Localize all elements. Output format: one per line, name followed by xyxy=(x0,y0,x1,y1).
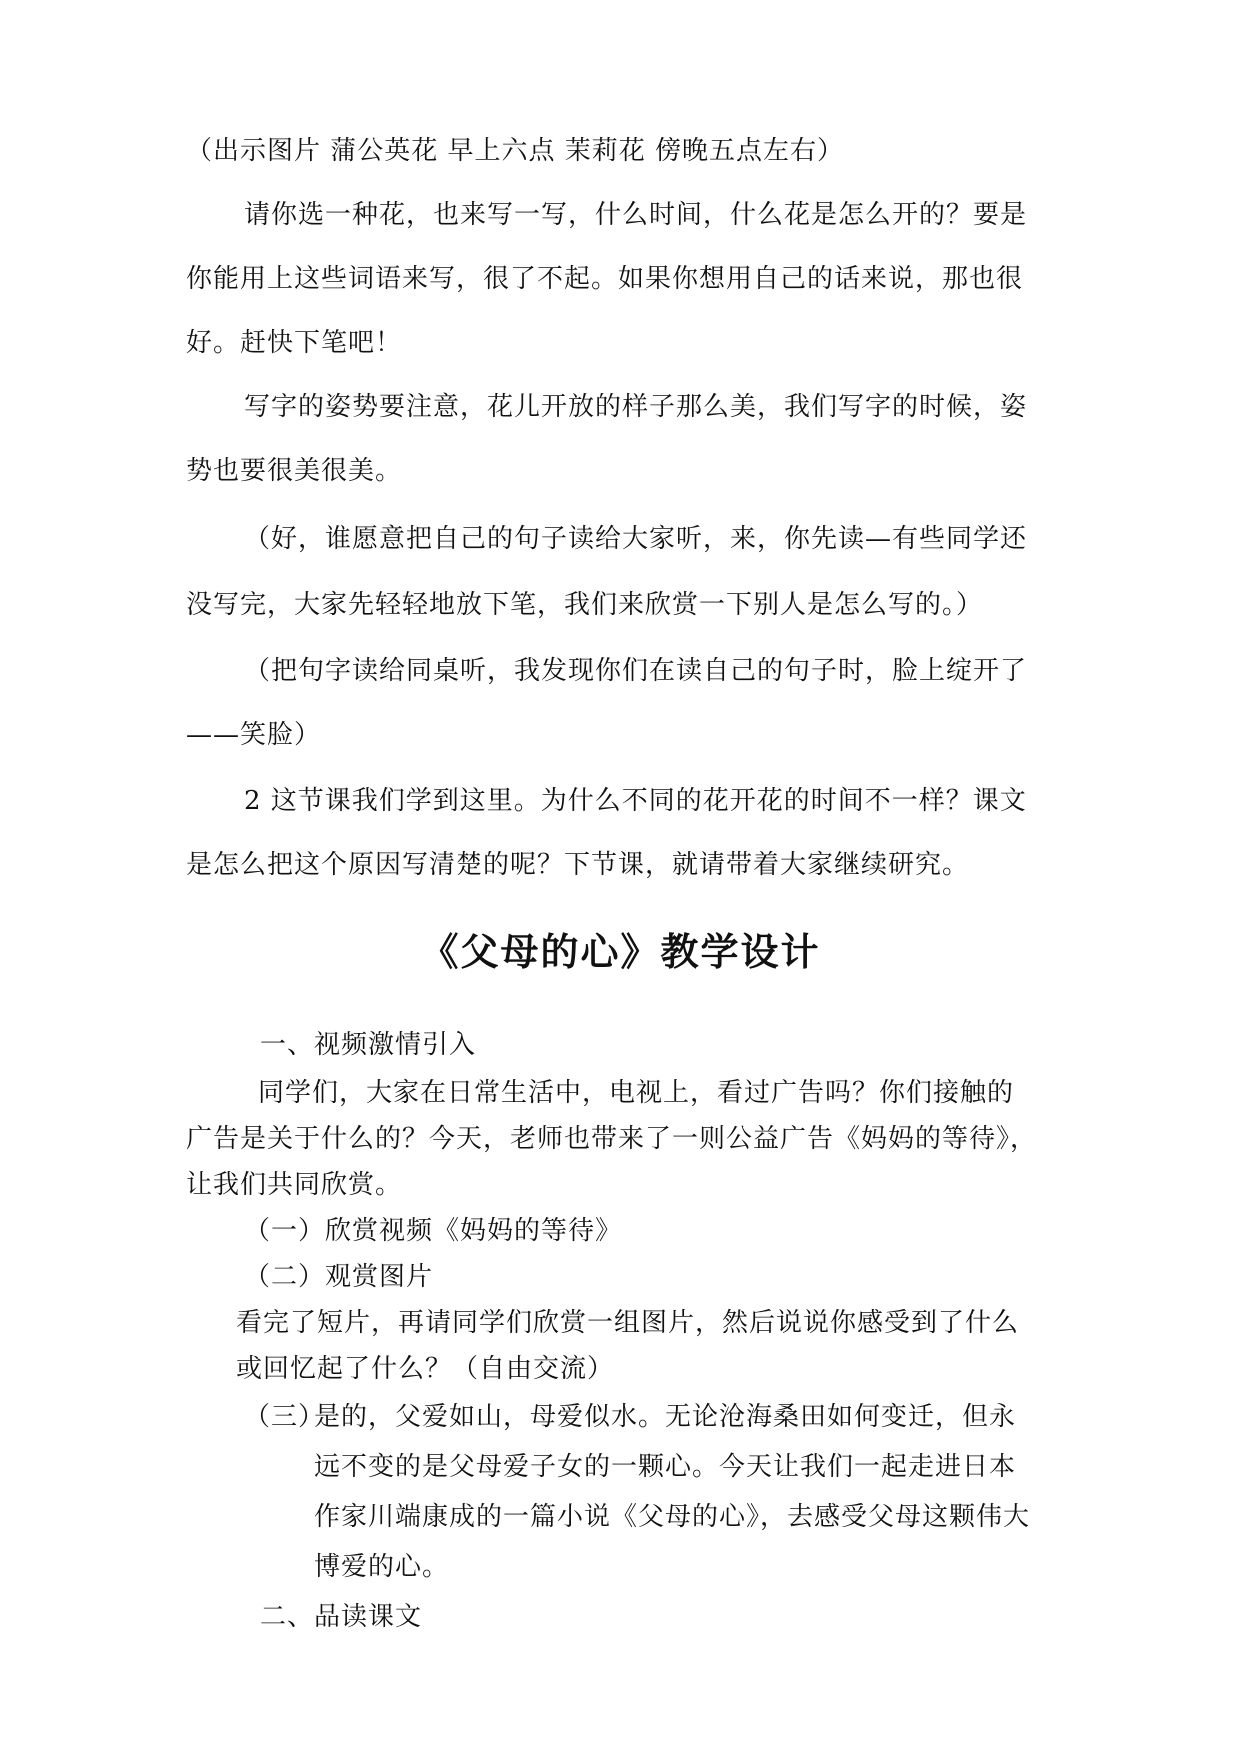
paragraph-line: 同学们，大家在日常生活中，电视上，看过广告吗？你们接触的 xyxy=(258,1078,1015,1108)
paragraph-line: 作家川端康成的一篇小说《父母的心》，去感受父母这颗伟大 xyxy=(314,1502,1031,1532)
paragraph-line: 让我们共同欣赏。 xyxy=(186,1170,403,1200)
section-heading: 二、品读课文 xyxy=(260,1602,423,1632)
paragraph-line: 博爱的心。 xyxy=(314,1552,450,1582)
section-heading: 一、视频激情引入 xyxy=(260,1030,477,1060)
paragraph-line: 或回忆起了什么？（自由交流） xyxy=(236,1354,615,1384)
paragraph-line: 是怎么把这个原因写清楚的呢？下节课，就请带着大家继续研究。 xyxy=(186,850,970,880)
paragraph-line: 没写完，大家先轻轻地放下笔，我们来欣赏一下别人是怎么写的。） xyxy=(186,590,984,620)
paragraph-line: （把句字读给同桌听，我发现你们在读自己的句子时，脸上绽开了 xyxy=(244,656,1028,686)
paragraph-line: 写字的姿势要注意，花儿开放的样子那么美，我们写字的时候，姿 xyxy=(244,392,1028,422)
paragraph-line: 2 这节课我们学到这里。为什么不同的花开花的时间不一样？课文 xyxy=(244,786,1027,816)
paragraph-line: 是的，父爱如山，母爱似水。无论沧海桑田如何变迁，但永 xyxy=(314,1402,1017,1432)
paragraph-line: 势也要很美很美。 xyxy=(186,456,403,486)
subsection-label: （三） xyxy=(244,1402,326,1432)
paragraph-line: ——笑脸） xyxy=(186,720,322,750)
paragraph-line: 你能用上这些词语来写，很了不起。如果你想用自己的话来说，那也很 xyxy=(186,264,1024,294)
paragraph-line: （出示图片 蒲公英花 早上六点 茉莉花 傍晚五点左右） xyxy=(186,136,845,166)
paragraph-line: 远不变的是父母爱子女的一颗心。今天让我们一起走进日本 xyxy=(314,1452,1017,1482)
subsection-heading: （一）欣赏视频《妈妈的等待》 xyxy=(244,1216,623,1246)
paragraph-line: （好，谁愿意把自己的句子读给大家听，来，你先读—有些同学还 xyxy=(244,524,1028,554)
section-title: 《父母的心》教学设计 xyxy=(420,929,821,974)
subsection-heading: （二）观赏图片 xyxy=(244,1262,434,1292)
paragraph-line: 请你选一种花，也来写一写，什么时间，什么花是怎么开的？要是 xyxy=(244,200,1028,230)
paragraph-line: 好。赶快下笔吧！ xyxy=(186,328,403,358)
paragraph-line: 广告是关于什么的？今天，老师也带来了一则公益广告《妈妈的等待》， xyxy=(186,1124,1038,1154)
paragraph-line: 看完了短片，再请同学们欣赏一组图片，然后说说你感受到了什么 xyxy=(236,1308,1020,1338)
